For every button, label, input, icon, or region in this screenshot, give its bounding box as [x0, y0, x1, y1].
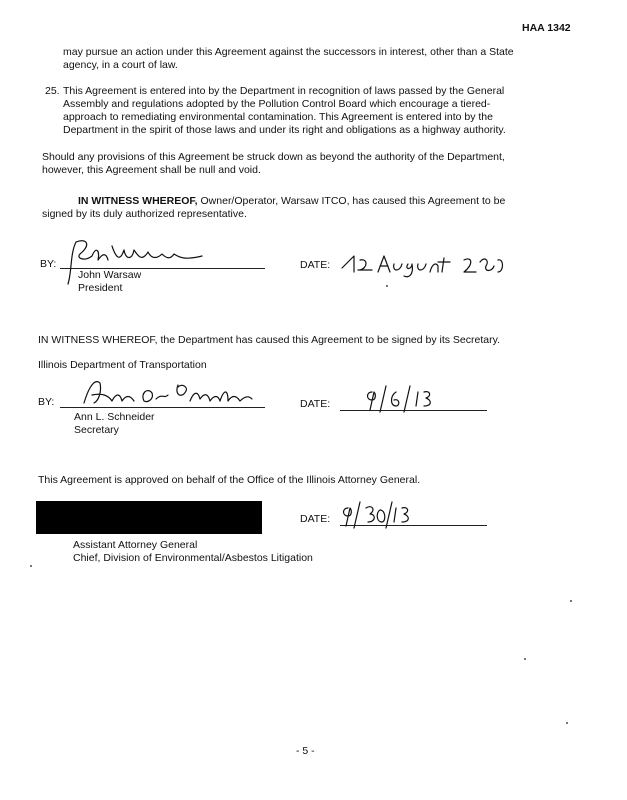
ag-date-label: DATE: [300, 513, 331, 525]
severability-line-2: however, this Agreement shall be null and void. [42, 164, 261, 176]
department-date-label: DATE: [300, 398, 331, 410]
owner-witness-line-2: signed by its duly authorized representative. [42, 208, 247, 220]
ag-signer-title-2: Chief, Division of Environmental/Asbestos Litigation [73, 552, 313, 564]
redaction-bar [36, 501, 262, 534]
scan-speck [386, 285, 388, 287]
department-witness-line: IN WITNESS WHEREOF, the Department has caused this Agreement to be signed by its Secretary. [38, 334, 500, 346]
paragraph-24-line-1: may pursue an action under this Agreement against the successors in interest, other than a State [63, 46, 514, 58]
severability-line-1: Should any provisions of this Agreement be struck down as beyond the authority of the Department, [42, 151, 505, 163]
paragraph-25-line-2: Assembly and regulations adopted by the Pollution Control Board which encourage a tiered- [63, 98, 491, 110]
scan-speck [30, 565, 32, 567]
paragraph-25-line-4: Department in the spirit of those laws and under its right and obligations as a highway authority. [63, 124, 506, 136]
ag-date-handwritten [338, 500, 418, 530]
owner-signer-title: President [78, 282, 123, 294]
scan-speck [566, 722, 568, 724]
owner-witness-line-1 [78, 195, 505, 208]
department-signature [78, 373, 258, 413]
department-signer-name: Ann L. Schneider [74, 411, 155, 423]
document-id: HAA 1342 [522, 22, 571, 34]
owner-date-handwritten [338, 246, 508, 278]
ag-signer-title-1: Assistant Attorney General [73, 539, 198, 551]
owner-date-label: DATE: [300, 259, 331, 271]
owner-witness-text: Owner/Operator, Warsaw ITCO, has caused this Agreement to be [197, 195, 506, 207]
department-by-label: BY: [38, 396, 55, 408]
paragraph-25-number: 25. [45, 85, 60, 97]
owner-by-label: BY: [40, 258, 57, 270]
owner-signer-name: John Warsaw [78, 269, 142, 281]
ag-approval-line: This Agreement is approved on behalf of the Office of the Illinois Attorney General. [38, 474, 421, 486]
scan-speck [524, 658, 526, 660]
scan-speck [570, 600, 572, 602]
paragraph-24-line-2: agency, in a court of law. [63, 59, 178, 71]
page-number: - 5 - [296, 745, 315, 757]
paragraph-25-line-3: approach to remediating environmental contamination. This Agreement is entered into by the [63, 111, 493, 123]
paragraph-25-line-1: This Agreement is entered into by the Department in recognition of laws passed by the General [63, 85, 505, 97]
department-date-handwritten [362, 382, 442, 414]
department-signer-title: Secretary [74, 424, 119, 436]
witness-heading: IN WITNESS WHEREOF, [78, 195, 198, 207]
department-agency: Illinois Department of Transportation [38, 359, 207, 371]
